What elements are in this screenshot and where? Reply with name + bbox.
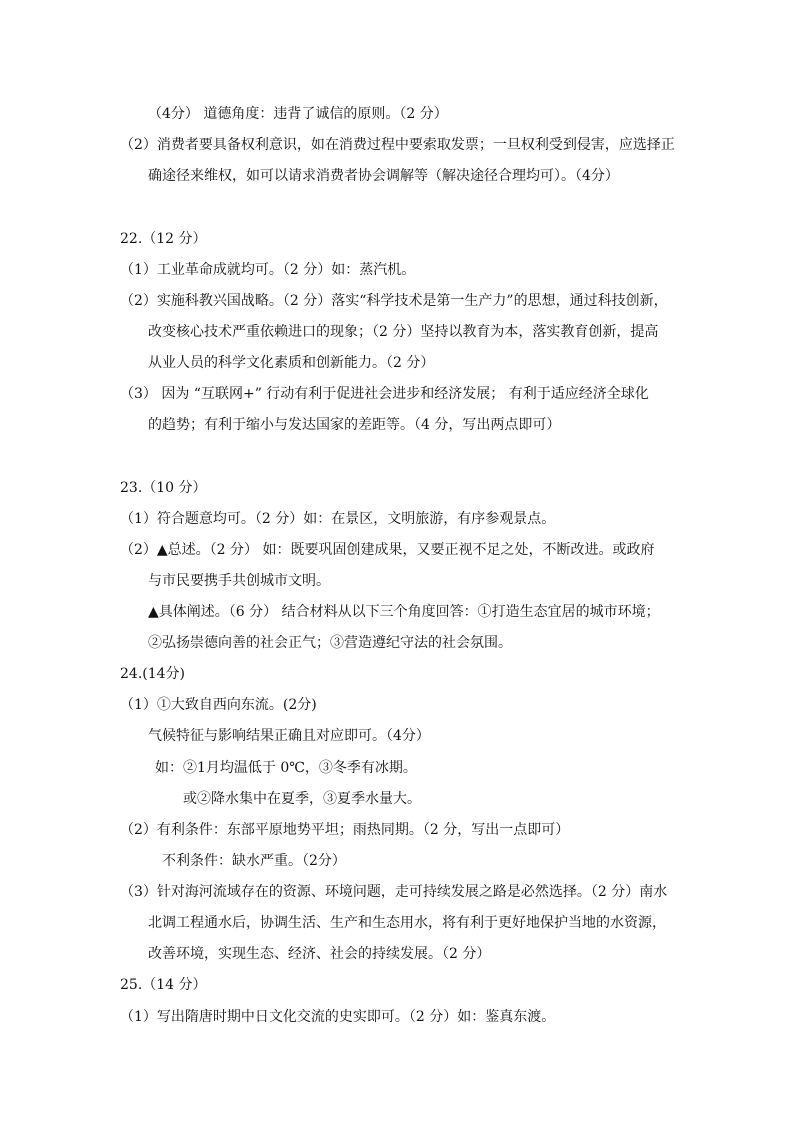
q21-line-3: 确途径来维权，如可以请求消费者协会调解等（解决途径合理均可）。（4分） xyxy=(148,168,619,184)
q24-line-7: （3）针对海河流域存在的资源、环境问题，走可持续发展之路是必然选择。（2 分）南水 xyxy=(120,884,668,900)
q24-line-1: （1）①大致自西向东流。(2分) xyxy=(120,697,317,713)
q23-heading: 23.（10 分） xyxy=(120,480,207,496)
q24-heading: 24.(14分) xyxy=(120,666,186,682)
q24-line-4: 或②降水集中在夏季，③夏季水量大。 xyxy=(183,791,421,807)
q25-line-1: （1）写出隋唐时期中日文化交流的史实即可。（2 分）如：鉴真东渡。 xyxy=(120,1009,556,1025)
q24-line-3: 如：②1月均温低于 0℃，③冬季有冰期。 xyxy=(155,760,417,776)
q25-heading: 25.（14 分） xyxy=(120,977,207,993)
q22-line-5: （3） 因为 “互联网+” 行动有利于促进社会进步和经济发展； 有利于适应经济全球化 xyxy=(120,386,649,402)
q23-line-2: （2）▲总述。（2 分） 如：既要巩固创建成果，又要正视不足之处，不断改进。或政府 xyxy=(120,542,655,558)
q21-line-1: （4分） 道德角度：违背了诚信的原则。（2 分） xyxy=(148,106,448,122)
q22-line-6: 的趋势；有利于缩小与发达国家的差距等。（4 分，写出两点即可） xyxy=(148,417,561,433)
q24-line-2: 气候特征与影响结果正确且对应即可。（4分） xyxy=(148,728,430,744)
q24-line-5: （2）有利条件：东部平原地势平坦；雨热同期。（2 分，写出一点即可） xyxy=(120,822,570,838)
q23-line-3: 与市民要携手共创城市文明。 xyxy=(148,573,330,589)
q24-line-6: 不利条件：缺水严重。（2分） xyxy=(162,853,346,869)
q23-line-5: ②弘扬崇德向善的社会正气；③营造遵纪守法的社会氛围。 xyxy=(148,635,512,651)
q24-line-8: 北调工程通水后，协调生活、生产和生态用水，将有利于更好地保护当地的水资源， xyxy=(148,915,666,931)
q22-line-3: 改变核心技术严重依赖进口的现象；（2 分）坚持以教育为本，落实教育创新，提高 xyxy=(148,324,659,340)
q23-line-1: （1）符合题意均可。（2 分）如：在景区，文明旅游，有序参观景点。 xyxy=(120,511,556,527)
q21-line-2: （2）消费者要具备权利意识，如在消费过程中要索取发票；一旦权利受到侵害，应选择正 xyxy=(120,137,675,153)
q22-line-1: （1）工业革命成就均可。（2 分）如：蒸汽机。 xyxy=(120,262,416,278)
q22-heading: 22.（12 分） xyxy=(120,231,207,247)
q24-line-9: 改善环境，实现生态、经济、社会的持续发展。（2 分） xyxy=(148,946,491,962)
q22-line-2: （2）实施科教兴国战略。（2 分）落实“科学技术是第一生产力”的思想，通过科技创新， xyxy=(120,293,668,309)
q23-line-4: ▲具体阐述。（6 分） 结合材料从以下三个角度回答：①打造生态宜居的城市环境； xyxy=(148,604,660,620)
q22-line-4: 从业人员的科学文化素质和创新能力。（2 分） xyxy=(148,355,435,371)
